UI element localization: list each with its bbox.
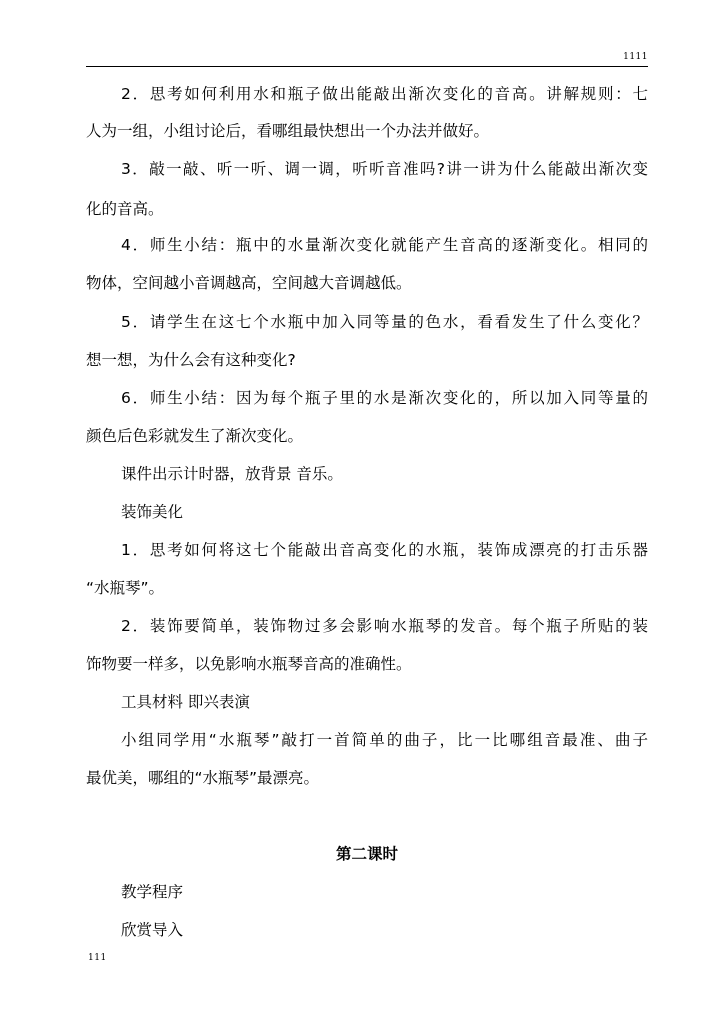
text-line: 人为一组，小组讨论后，看哪组最快想出一个办法并做好。 <box>86 122 490 140</box>
footer-page-number: 111 <box>88 953 107 963</box>
text-line: 5．请学生在这七个水瓶中加入同等量的色水，看看发生了什么变化？ <box>121 313 648 331</box>
text-line: 3．敲一敲、听一听、调一调，听听音准吗?讲一讲为什么能敲出渐次变 <box>121 160 648 178</box>
text-line: 化的音高。 <box>86 200 164 218</box>
text-line: 小组同学用“水瓶琴”敲打一首简单的曲子，比一比哪组音最准、曲子 <box>121 731 648 749</box>
text-line: 课件出示计时器，放背景 音乐。 <box>121 465 343 483</box>
text-line: 物体，空间越小音调越高，空间越大音调越低。 <box>86 274 412 292</box>
section-heading: 教学程序 <box>121 883 184 901</box>
section-heading: 装饰美化 <box>121 503 184 521</box>
header-rule <box>86 66 648 67</box>
section-heading: 欣赏导入 <box>121 921 184 939</box>
text-line: 4．师生小结：瓶中的水量渐次变化就能产生音高的逐渐变化。相同的 <box>121 236 648 254</box>
text-line: 想一想，为什么会有这种变化? <box>86 351 296 369</box>
lesson-title: 第二课时 <box>335 845 398 863</box>
section-heading: 工具材料 即兴表演 <box>121 693 250 711</box>
text-line: 颜色后色彩就发生了渐次变化。 <box>86 427 304 445</box>
text-line: 2．装饰要简单，装饰物过多会影响水瓶琴的发音。每个瓶子所贴的装 <box>121 617 648 635</box>
text-line: 1．思考如何将这七个能敲出音高变化的水瓶，装饰成漂亮的打击乐器 <box>121 541 648 559</box>
text-line: “水瓶琴”。 <box>86 579 165 597</box>
text-line: 6．师生小结：因为每个瓶子里的水是渐次变化的，所以加入同等量的 <box>121 389 648 407</box>
header-page-number: 1111 <box>623 52 648 62</box>
text-line: 2．思考如何利用水和瓶子做出能敲出渐次变化的音高。讲解规则：七 <box>121 85 648 103</box>
text-line: 饰物要一样多，以免影响水瓶琴音高的准确性。 <box>86 655 412 673</box>
text-line: 最优美，哪组的“水瓶琴”最漂亮。 <box>86 769 320 787</box>
